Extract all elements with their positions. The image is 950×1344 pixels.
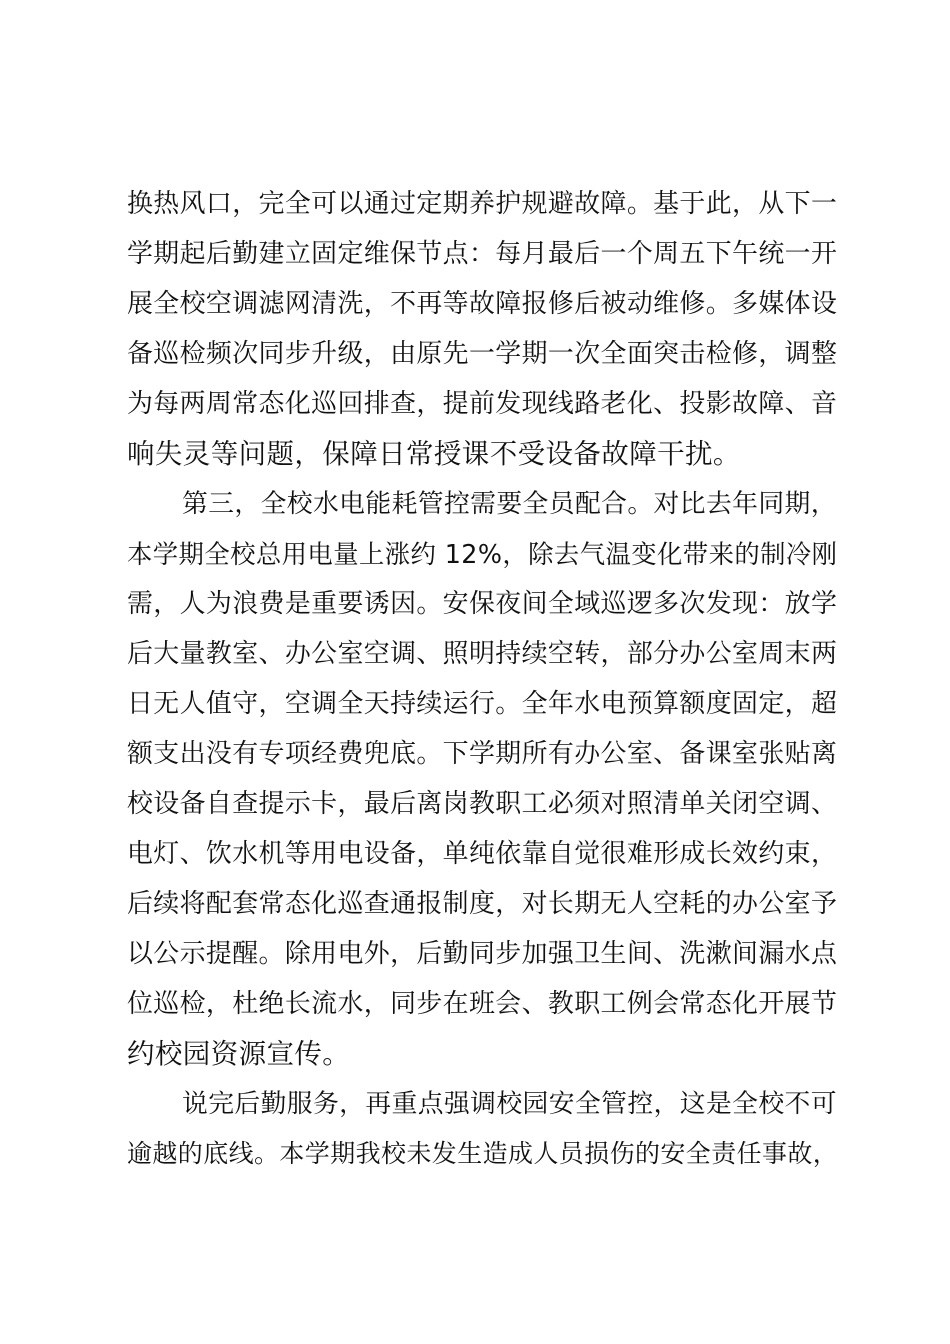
text-line: 备巡检频次同步升级，由原先一学期一次全面突击检修，调整 — [127, 339, 838, 369]
text-line: 逾越的底线。本学期我校未发生造成人员损伤的安全责任事故， — [127, 1139, 839, 1168]
text-line: 展全校空调滤网清洗，不再等故障报修后被动维修。多媒体设 — [127, 289, 838, 319]
text-line: 响失灵等问题，保障日常授课不受设备故障干扰。 — [127, 438, 741, 470]
text-line: 以公示提醒。除用电外，后勤同步加强卫生间、洗漱间漏水点 — [127, 939, 838, 969]
text-line: 后续将配套常态化巡查通报制度，对长期无人空耗的办公室予 — [127, 889, 838, 919]
text-line: 本学期全校总用电量上涨约 12%，除去气温变化带来的制冷刚 — [127, 539, 838, 569]
text-line: 约校园资源宣传。 — [127, 1038, 351, 1070]
text-line: 为每两周常态化巡回排查，提前发现线路老化、投影故障、音 — [127, 389, 838, 419]
text-line: 学期起后勤建立固定维保节点：每月最后一个周五下午统一开 — [127, 239, 838, 269]
paragraph-first-line: 说完后勤服务，再重点强调校园安全管控，这是全校不可 — [182, 1089, 837, 1119]
text-line: 需，人为浪费是重要诱因。安保夜间全域巡逻多次发现：放学 — [127, 589, 838, 619]
text-line: 额支出没有专项经费兜底。下学期所有办公室、备课室张贴离 — [127, 739, 838, 769]
text-line: 日无人值守，空调全天持续运行。全年水电预算额度固定，超 — [127, 689, 838, 719]
text-line: 位巡检，杜绝长流水，同步在班会、教职工例会常态化开展节 — [127, 989, 838, 1019]
text-line: 校设备自查提示卡，最后离岗教职工必须对照清单关闭空调、 — [127, 789, 838, 819]
paragraph-first-line: 第三，全校水电能耗管控需要全员配合。对比去年同期， — [182, 489, 837, 519]
text-line: 换热风口，完全可以通过定期养护规避故障。基于此，从下一 — [127, 189, 838, 219]
text-line: 后大量教室、办公室空调、照明持续空转，部分办公室周末两 — [127, 639, 838, 669]
text-line: 电灯、饮水机等用电设备，单纯依靠自觉很难形成长效约束， — [127, 839, 838, 869]
